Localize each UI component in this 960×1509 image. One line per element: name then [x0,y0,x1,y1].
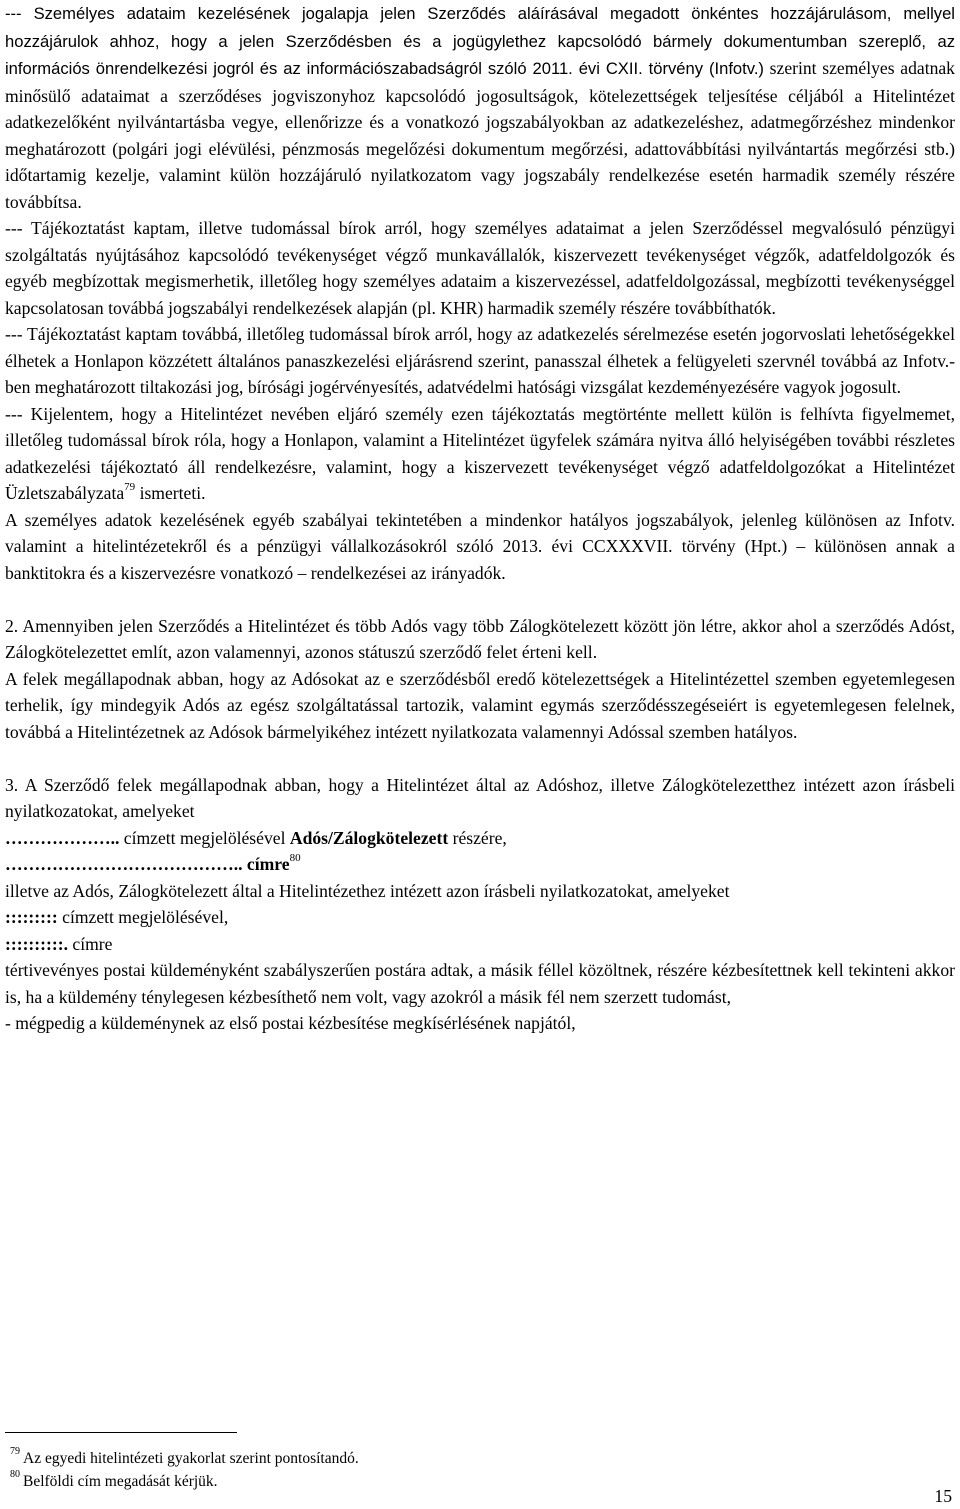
section-3-paragraph-2: illetve az Adós, Zálogkötelezett által a Hitelintézethez intézett azon írásbeli nyilatkozatokat, amelyeket [5,880,730,901]
paragraph-legal-remedies: --- Tájékoztatást kaptam továbbá, illetőleg tudomással bírok arról, hogy az adatkezelés sérelmezése esetén jogorvoslati lehetőségekkel élhetek a Honlapon közzétett általános panaszkezelési eljárásrend szerint, panasszal élhetek a felügyeleti szervnél továbbá az Infotv.-ben meghatározott tiltakozási jog, bírósági jogérvényesítés, adatvédelmi hatósági vizsgálat kezdeményezésére vagyok jogosult. [5,324,955,397]
footnote-divider [5,1432,237,1433]
paragraph-part: szerint személyes adatnak minősülő adataimat a szerződéses jogviszonyhoz kapcsolódó jogosultságok, kötelezettségek teljesítése céljából a Hitelintézet adatkezelőként nyilvántartásba vegye, ellenőrizze és a vonatkozó jogszabályokban az adatkezeléshez, adatmegőrzéshez mindenkor meghatározott (polgári jogi elévülési, pénzmosás megelőzési dokumentum megőrzési, adattovábbítási nyilvántartás megőrzési stb.) időtartamig kezelje, valamint külön hozzájáruló nyilatkozatom vagy jogszabály rendelkezése esetén harmadik személy részére továbbítsa. [5,58,955,212]
footnote-text: Az egyedi hitelintézeti gyakorlat szerint pontosítandó. [23,1450,359,1467]
footnote-79 [10,1445,359,1470]
paragraph-part: --- Kijelentem, hogy a Hitelintézet nevében eljáró személy ezen tájékoztatás megtörténte mellett külön is felhívta figyelmemet, illetőleg tudomással bírok róla, hogy a Honlapon, valamint a Hitelintézet ügyfelek számára nyitva álló helyiségében további részletes adatkezelési tájékoztató áll rendelkezésre, valamint, hogy a kiszervezett tevékenységet végző adatfeldolgozókat a Hitelintézet Üzletszabályzata [5,403,955,503]
section-3-creditor-address-line [5,931,955,958]
paragraph-part: --- Személyes adataim kezelésének jogalapja jelen Szerződés aláírásával megadott önkéntes hozzájárulásom, mellyel hozzájárulok ahhoz, hogy a jelen Szerződésben és a jogügylethez kapcsolódó bármely dokumentumban szereplő, az információs önrendelkezési jogról és az információszabadságról szóló 2011. évi CXII. törvény (Infotv.) [5,4,955,78]
footnote-ref-79: 79 [124,481,136,494]
addressee-blank: ::::::::: [5,907,58,927]
page-number: 15 [934,1486,952,1506]
paragraph-part: részére, [448,827,507,848]
footnote-ref-80: 80 [289,852,301,865]
address-blank: ::::::::::. [5,933,68,954]
paragraph-declaration [5,401,955,507]
paragraph-other-rules: A személyes adatok kezelésének egyéb szabályai tekintetében a mindenkor hatályos jogszabályok, jelenleg különösen az Infotv. valamint a hitelintézetekről és a pénzügyi vállalkozásokról szóló 2013. évi CCXXXVII. törvény (Hpt.) – különösen annak a banktitokra és a kiszervezésre vonatkozó – rendelkezései az irányadók. [5,509,955,583]
paragraph-part: ismerteti. [135,483,206,503]
footnote-80 [10,1468,218,1493]
addressee-role: Adós/Zálogkötelezett [289,827,449,848]
section-2-paragraph-2: A felek megállapodnak abban, hogy az Adósokat az e szerződésből eredő kötelezettségek a Hitelintézettel szemben egyetemlegesen terhelik, így mindegyik Adós az egész szolgáltatással tartozik, valamint egymás szerződésszegéseiért is egyetemlegesen felelnek, továbbá a Hitelintézetnek az Adósok bármelyikéhez intézett nyilatkozata valamennyi Adóssal szemben hatályos. [5,668,955,742]
paragraph-part: címre [68,933,113,954]
document-body [5,0,955,1037]
paragraph-data-recipients: --- Tájékoztatást kaptam, illetve tudomással bírok arról, hogy személyes adataimat a jelen Szerződéssel megvalósuló pénzügyi szolgáltatás nyújtásához kapcsolódó tevékenységet végző munkavállalók, kiszervezett tevékenységet végzők, adatfeldolgozók és egyéb megbízottak megismerhetik, illetőleg hogy személyes adataim a kiszervezéssel, adatfeldolgozással, megbízotti tevékenységgel kapcsolatosan továbbá jogszabályi rendelkezések alapján (pl. KHR) harmadik személy részére továbbíthatók. [5,218,955,318]
footnote-number: 79 [10,1445,20,1457]
section-3-addressee-line [5,825,955,852]
section-3-paragraph-1: 3. A Szerződő felek megállapodnak abban, hogy a Hitelintézet által az Adóshoz, illetve Zálogkötelezetthez intézett azon írásbeli nyilatkozatokat, amelyeket [5,774,955,821]
paragraph-data-processing-basis [5,0,955,215]
section-3-creditor-addressee-line [5,904,955,931]
section-2-paragraph-1: 2. Amennyiben jelen Szerződés a Hitelintézet és több Adós vagy több Zálogkötelezett között jön létre, akkor ahol a szerződés Adóst, Zálogkötelezettet említ, azon valamennyi, azonos státuszú szerződő felet érteni kell. [5,615,955,662]
paragraph-part: címzett megjelölésével, [57,907,229,927]
paragraph-part: címzett megjelölésével [123,827,290,848]
section-3-address-line [5,851,955,878]
section-3-paragraph-4: - mégpedig a küldeménynek az első postai kézbesítése megkísérlésének napjától, [5,1013,576,1033]
section-3-paragraph-3: tértivevényes postai küldeményként szabályszerűen postára adtak, a másik féllel közöltnek, részére kézbesítettnek kell tekinteni akkor is, ha a küldemény ténylegesen kézbesíthető nem volt, vagy azokról a másik fél nem szerzett tudomást, [5,960,955,1007]
addressee-blank: ……………….. [5,827,124,848]
footnote-text: Belföldi cím megadását kérjük. [23,1473,218,1490]
address-blank: ………………………………….. címre [5,854,290,874]
footnote-number: 80 [10,1468,20,1480]
